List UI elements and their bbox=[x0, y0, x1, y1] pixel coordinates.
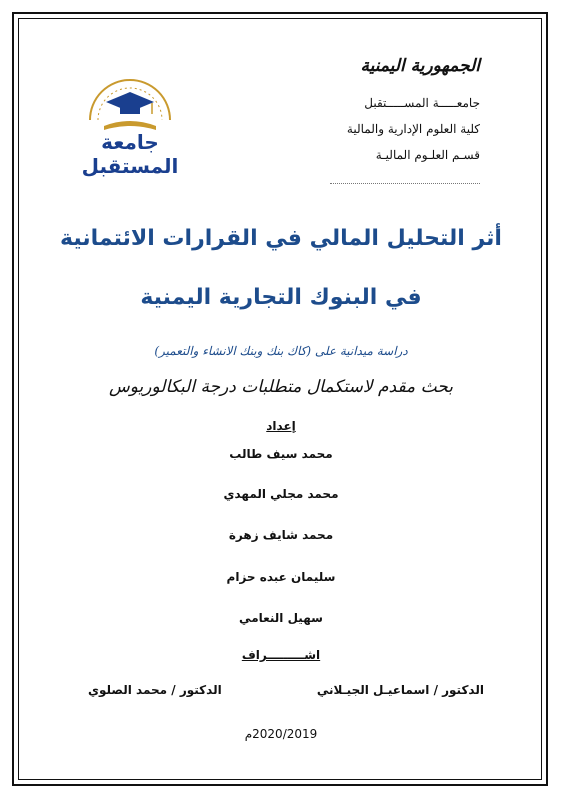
header-divider bbox=[330, 183, 480, 184]
supervision-label bbox=[0, 648, 562, 662]
supervisor-left: الدكتور / محمد الصلوي bbox=[88, 683, 222, 697]
author-name: محمد سيف طالب bbox=[229, 447, 333, 461]
prepared-by-text: إعداد bbox=[266, 419, 296, 433]
logo-arabic-name: جامعة المستقبل bbox=[81, 130, 179, 178]
supervision-text: اشـــــــــراف bbox=[241, 648, 321, 662]
supervisor-right: الدكتور / اسماعيـل الجيـلاني bbox=[316, 683, 484, 697]
university-name: جامعـــــة المســـــتقبل bbox=[364, 96, 480, 110]
author-name: سليمان عبده حزام bbox=[226, 570, 336, 584]
republic-calligraphy: الجمهورية اليمنية bbox=[360, 56, 480, 76]
prepared-by-label bbox=[0, 419, 562, 433]
department-name: قسـم العلـوم الماليـة bbox=[375, 148, 480, 162]
study-subtitle: دراسة ميدانية على (كاك بنك وبنك الانشاء والتعمير) bbox=[154, 344, 408, 358]
thesis-title-line2: في البنوك التجارية اليمنية bbox=[140, 285, 422, 310]
author-name: محمد مجلي المهدي bbox=[223, 487, 339, 501]
academic-year: 2020/2019م bbox=[244, 727, 318, 741]
author-name: محمد شايف زهرة bbox=[228, 528, 334, 542]
research-statement: بحث مقدم لاستكمال متطلبات درجة البكالوريوس bbox=[109, 377, 453, 397]
faculty-name: كلية العلوم الإدارية والمالية bbox=[346, 122, 480, 136]
thesis-title-line1: أثر التحليل المالي في القرارات الائتمانية bbox=[60, 226, 502, 251]
author-name: سهيل النعامي bbox=[239, 611, 323, 625]
